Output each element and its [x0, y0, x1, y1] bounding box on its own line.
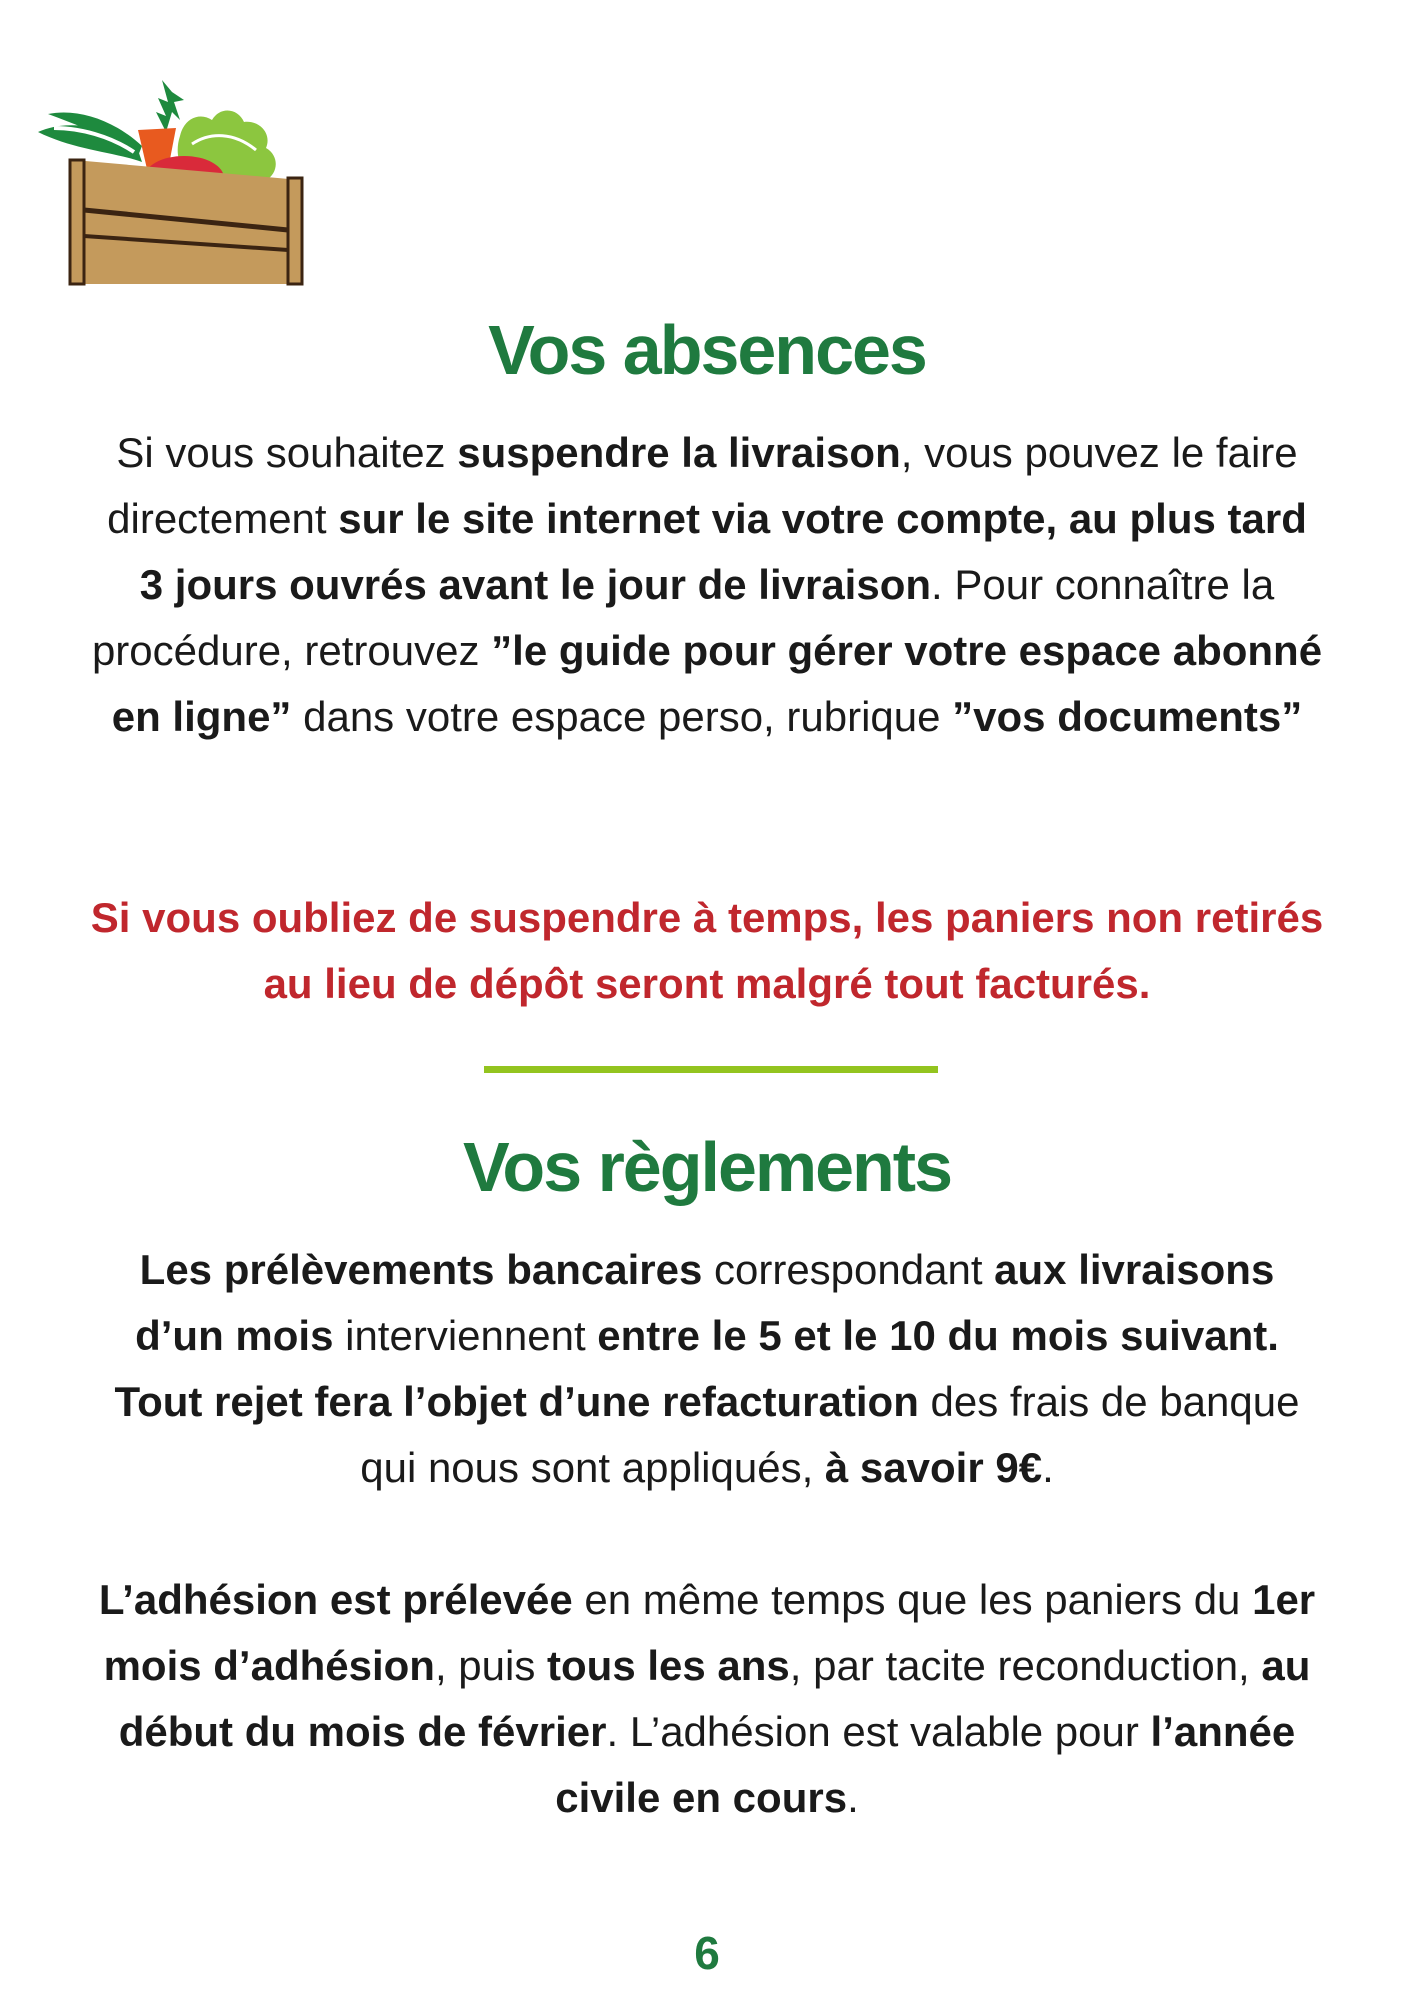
text-span: interviennent [333, 1312, 598, 1359]
bold-span: L’adhésion est prélevée [98, 1576, 573, 1623]
bold-span: l’année civile en cours [555, 1708, 1296, 1821]
page-number: 6 [694, 1927, 720, 1979]
absences-heading: Vos absences [488, 311, 926, 389]
absences-paragraph [90, 420, 1324, 750]
text-span: . Pour connaître la procédure, retrouvez [91, 561, 1275, 674]
prelevements-paragraph [90, 1237, 1324, 1501]
section-divider [484, 1066, 938, 1073]
bold-span: ”le guide pour gérer votre espace abonné en ligne” [111, 627, 1323, 740]
text-span: , vous pouvez le faire directement [107, 429, 1298, 542]
text-span: , par tacite reconduction, [789, 1642, 1262, 1689]
text-span: dans votre espace perso, rubrique [291, 693, 953, 740]
bold-span: Les prélèvements bancaires [139, 1246, 703, 1293]
reglements-heading: Vos règlements [462, 1128, 952, 1206]
text-span: . [1042, 1444, 1054, 1491]
bold-span: entre le 5 et le 10 du mois suivant. Tout rejet fera l’objet d’une refacturation [114, 1312, 1279, 1425]
bold-span: 1er mois d’adhésion [103, 1576, 1316, 1689]
absences-warning: Si vous oubliez de suspendre à temps, les paniers non retirés au lieu de dépôt seront malgré tout facturés. [90, 894, 1324, 1007]
text-span: . [847, 1774, 859, 1821]
bold-span: aux livraisons d’un mois [135, 1246, 1275, 1359]
text-span: des frais de banque qui nous sont appliqués, [360, 1378, 1300, 1491]
text-span: Si vous souhaitez [116, 429, 458, 476]
text-span: correspondant [702, 1246, 995, 1293]
text-span: , puis [434, 1642, 548, 1689]
bold-span: à savoir 9€ [824, 1444, 1043, 1491]
bold-span: ”vos documents” [952, 693, 1303, 740]
text-span: . L’adhésion est valable pour [606, 1708, 1151, 1755]
adhesion-paragraph [90, 1567, 1324, 1831]
bold-span: suspendre la livraison [457, 429, 901, 476]
bold-span: sur le site internet via votre compte, au plus tard 3 jours ouvrés avant le jour de livraison [139, 495, 1307, 608]
bold-span: au début du mois de février [118, 1642, 1311, 1755]
bold-span: tous les ans [547, 1642, 790, 1689]
text-span: en même temps que les paniers du [572, 1576, 1253, 1623]
vegetable-crate-icon [34, 72, 310, 288]
